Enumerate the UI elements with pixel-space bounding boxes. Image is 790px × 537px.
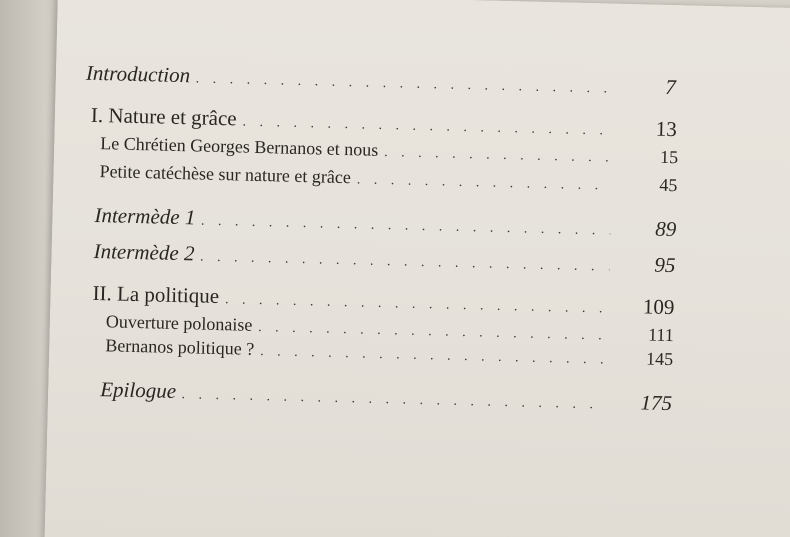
toc-entry-label: Ouverture polonaise [105,311,253,335]
toc-entry-intermede-1 [94,203,676,242]
dot-leader [182,387,606,413]
toc-entry-page: 145 [645,348,674,370]
toc-entry-introduction [86,61,676,100]
toc-entry-page: 111 [647,324,674,346]
toc-entry-petite-catechese [99,161,677,196]
toc-entry-page: 175 [640,390,673,416]
toc-entry-label: Introduction [85,60,191,88]
toc-entry-label: II. La politique [92,280,220,309]
dot-leader [357,172,612,194]
toc-entry-page: 7 [665,74,677,100]
toc-entry-page: 13 [655,116,678,142]
dot-leader [200,250,609,276]
dot-leader [242,115,611,140]
toc-entry-label: Petite catéchèse sur nature et grâce [99,161,352,188]
toc-entry-label: Intermède 1 [94,202,196,230]
toc-entry-page: 89 [655,216,677,242]
toc-entry-page: 109 [642,294,675,320]
toc-entry-page: 45 [659,174,678,196]
toc-entry-label: Epilogue [99,377,177,404]
table-of-contents [85,60,686,416]
dot-leader [225,292,609,317]
toc-entry-label: Intermède 2 [93,238,195,266]
toc-entry-label: Le Chrétien Georges Bernanos et nous [100,133,379,160]
toc-entry-page: 15 [659,146,679,168]
dot-leader [384,145,612,167]
toc-entry-label: I. Nature et grâce [90,102,237,131]
toc-entry-page: 95 [654,252,676,278]
dot-leader [201,214,610,240]
toc-entry-intermede-2 [93,239,675,278]
book-page [44,0,790,537]
toc-entry-epilogue [100,377,672,416]
dot-leader [260,344,607,368]
toc-entry-label: Bernanos politique ? [105,335,255,359]
dot-leader [196,71,610,97]
